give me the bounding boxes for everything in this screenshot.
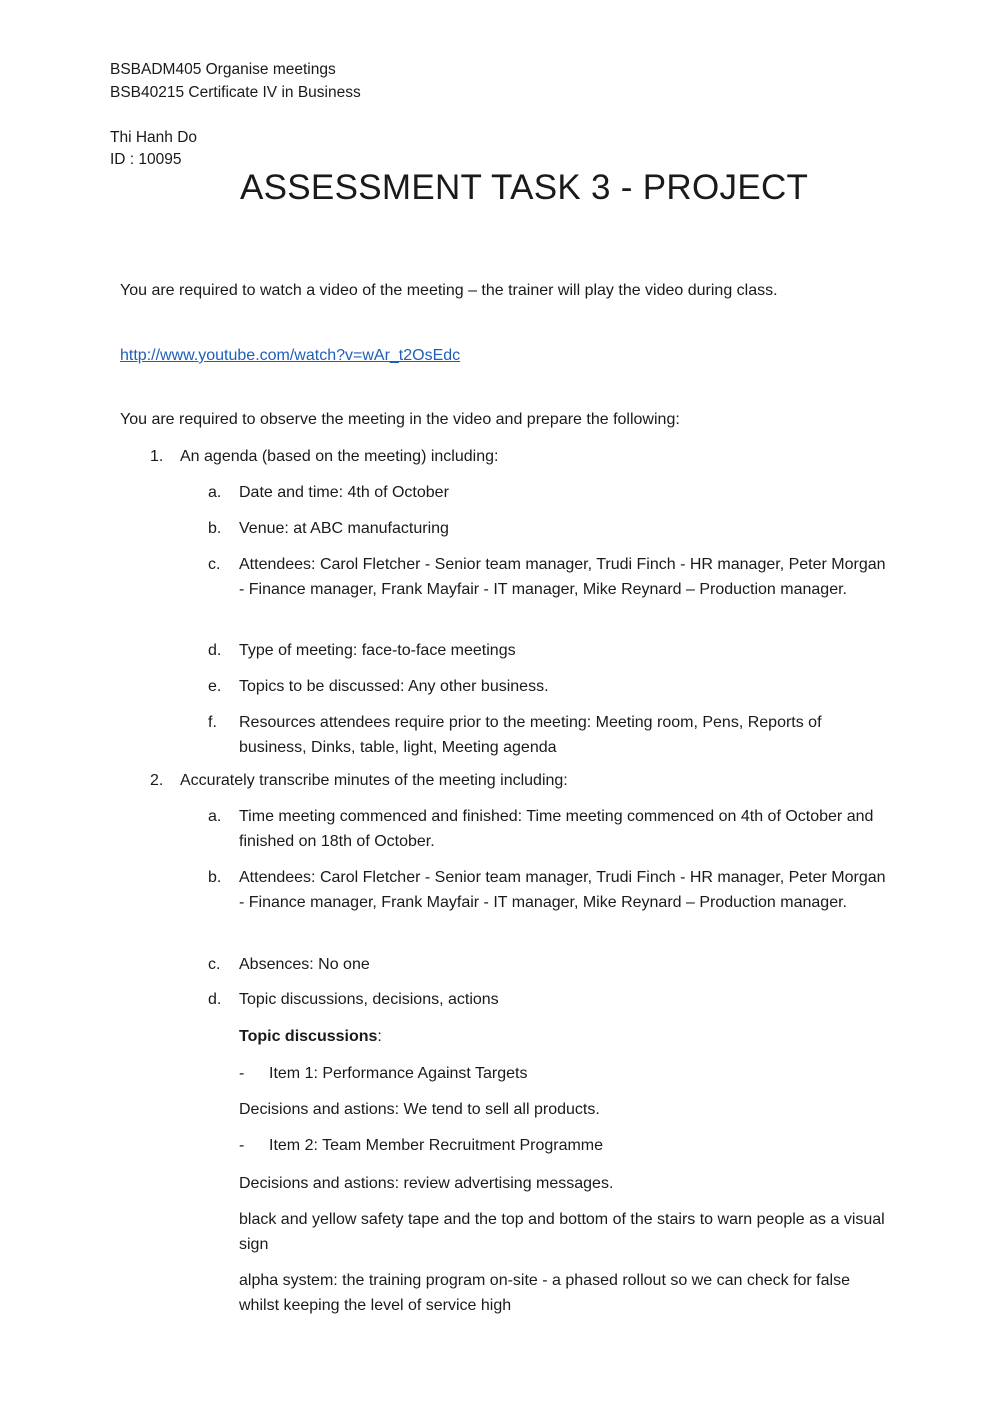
intro-text: You are required to watch a video of the meeting – the trainer will play the video during class. — [120, 282, 778, 299]
item-2c-letter: c. — [208, 956, 221, 973]
item-1f-letter: f. — [208, 714, 217, 731]
student-id: ID : 10095 — [110, 151, 182, 168]
item-2-text: Accurately transcribe minutes of the meeting including: — [180, 772, 568, 789]
item-1d-letter: d. — [208, 642, 222, 659]
item-2c-text: Absences: No one — [239, 956, 370, 973]
topic-1-dash: - — [239, 1065, 245, 1082]
note-1-text: black and yellow safety tape and the top and bottom of the stairs to warn people as a visual sign — [239, 1211, 885, 1253]
item-2-number: 2. — [150, 772, 164, 789]
item-1f-text: Resources attendees require prior to the meeting: Meeting room, Pens, Reports of business, Dinks, table, light, Meeting agenda — [239, 714, 822, 756]
item-2d-letter: d. — [208, 991, 222, 1008]
item-1d-text: Type of meeting: face-to-face meetings — [239, 642, 516, 659]
student-name: Thi Hanh Do — [110, 129, 198, 146]
note-2-text: alpha system: the training program on-site - a phased rollout so we can check for false whilst keeping the level of service high — [239, 1272, 850, 1314]
decision-2-text: Decisions and astions: review advertising messages. — [239, 1175, 614, 1192]
item-1-text: An agenda (based on the meeting) including: — [180, 448, 499, 465]
video-link[interactable]: http://www.youtube.com/watch?v=wAr_t2OsEdc — [120, 347, 461, 364]
course-code: BSB40215 Certificate IV in Business — [110, 84, 361, 101]
item-1e-letter: e. — [208, 678, 222, 695]
item-2b-letter: b. — [208, 869, 222, 886]
item-1c-letter: c. — [208, 556, 221, 573]
topic-heading — [239, 1024, 889, 1049]
topic-heading-colon: : — [377, 1028, 382, 1045]
item-2d-text: Topic discussions, decisions, actions — [239, 991, 499, 1008]
decision-1-text: Decisions and astions: We tend to sell all products. — [239, 1101, 600, 1118]
topic-2-dash: - — [239, 1137, 245, 1154]
instruction-text: You are required to observe the meeting in the video and prepare the following: — [120, 411, 680, 428]
topic-heading-label: Topic discussions — [239, 1028, 378, 1045]
item-1c-text: Attendees: Carol Fletcher - Senior team manager, Trudi Finch - HR manager, Peter Morgan - Finance manager, Frank Mayfair - IT manager, Mike Reynard – Production manager. — [239, 556, 886, 598]
item-1a-letter: a. — [208, 484, 222, 501]
item-2a-letter: a. — [208, 808, 222, 825]
topic-1-text: Item 1: Performance Against Targets — [269, 1065, 528, 1082]
item-1b-letter: b. — [208, 520, 222, 537]
item-2a-text: Time meeting commenced and finished: Time meeting commenced on 4th of October and finished on 18th of October. — [239, 808, 874, 850]
item-1a-text: Date and time: 4th of October — [239, 484, 449, 501]
page-title: ASSESSMENT TASK 3 - PROJECT — [240, 168, 809, 207]
item-2b-text: Attendees: Carol Fletcher - Senior team manager, Trudi Finch - HR manager, Peter Morgan - Finance manager, Frank Mayfair - IT manager, Mike Reynard – Production manager. — [239, 869, 886, 911]
item-1e-text: Topics to be discussed: Any other business. — [239, 678, 549, 695]
item-1b-text: Venue: at ABC manufacturing — [239, 520, 449, 537]
item-1-number: 1. — [150, 448, 164, 465]
topic-2-text: Item 2: Team Member Recruitment Programme — [269, 1137, 604, 1154]
unit-code: BSBADM405 Organise meetings — [110, 61, 336, 78]
